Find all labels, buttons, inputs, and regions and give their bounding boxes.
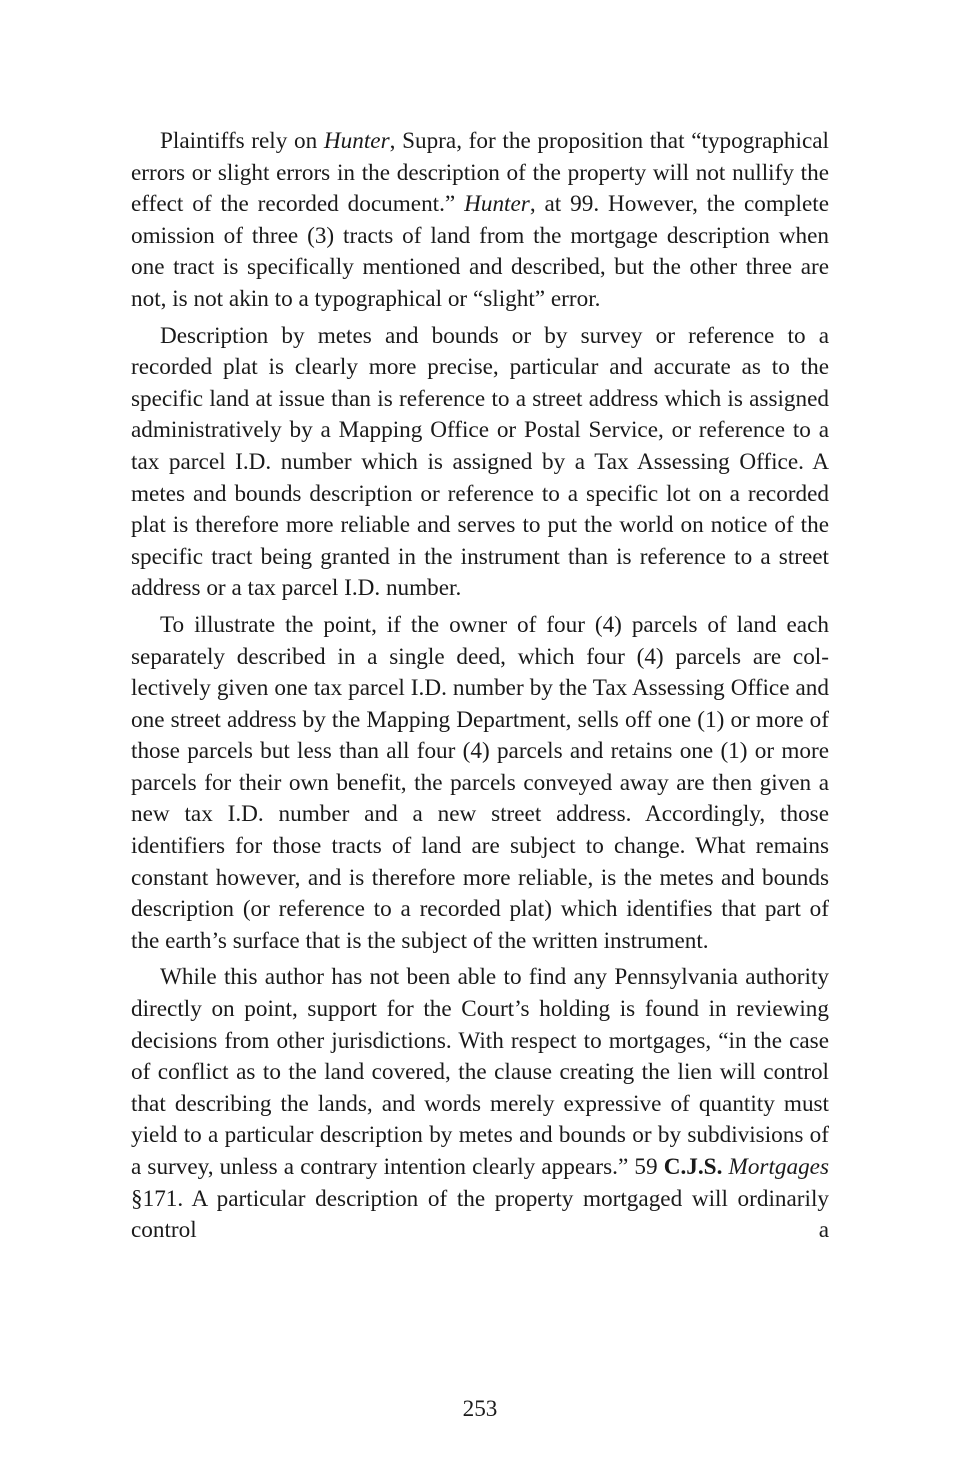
text-run: §171. A particular description of the property mortgaged will ordinarily control a [131,1185,829,1244]
text-run: To illustrate the point, if the owner of four (4) parcels of land each separately described in a single deed, which four (4) parcels are collectively given one tax parcel I.D. number by the Tax Assessing Office and one street address by the Mapping Department, sells off one (1) or more of those parcels but less than all four (4) parcels and retains one (1) or more parcels for their own benefit, the parcels conveyed away are then given a new tax I.D. number and a new street address. Accordingly, those identifiers for those tracts of land are subject to change. What remains constant however, and is therefore more reliable, is the metes and bounds description (or reference to a recorded plat) which identifies that part of the earth’s surface that is the subject of the written instrument. [131,611,829,954]
body-text [131,126,829,1252]
text-run: , at 99. However, the complete omission of three (3) tracts of land from the mortgage description when one tract is specifically mentioned and described, but the other three are not, is not akin to a typographical or “slight” error. [131,191,829,312]
text-run: Description by metes and bounds or by survey or reference to a recorded plat is clearly more precise, particular and accurate as to the specific land at issue than is reference to a street address which is assigned administratively by a Mapping Office or Postal Service, or reference to a tax parcel I.D. number which is assigned by a Tax Assessing Office. A metes and bounds description or reference to a specific lot on a recorded plat is therefore more reliable and serves to put the world on notice of the specific tract being granted in the instrument than is reference to a street address or a tax parcel I.D. number. [131,322,829,602]
paragraph [131,610,829,958]
page-number: 253 [462,1396,498,1422]
citation-italic: Mortgages [728,1154,829,1180]
text-run: While this author has not been able to find any Pennsylvania authority directly on point, support for the Court’s holding is found in reviewing decisions from other jurisdictions. With respect to mortgages, “in the case of conflict as to the land covered, the clause creating the lien will control that describing the lands, and words merely expressive of quantity must yield to a particular description by metes and bounds or by subdivisions of a survey, unless a contrary intention clearly appears.” 59 [131,964,829,1180]
text-run: Plaintiffs rely on [160,128,324,154]
case-name-italic: Hunter [464,191,530,218]
case-name-italic: Hunter [323,128,390,154]
text-run: , Supra, for the proposition that “typographical errors or slight errors in the description of the property will not nullify the effect of the recorded document.” [131,128,829,218]
paragraph [131,962,829,1246]
paragraph [131,126,829,316]
paragraph [131,321,829,605]
citation-bold: C.J.S. [663,1154,723,1180]
